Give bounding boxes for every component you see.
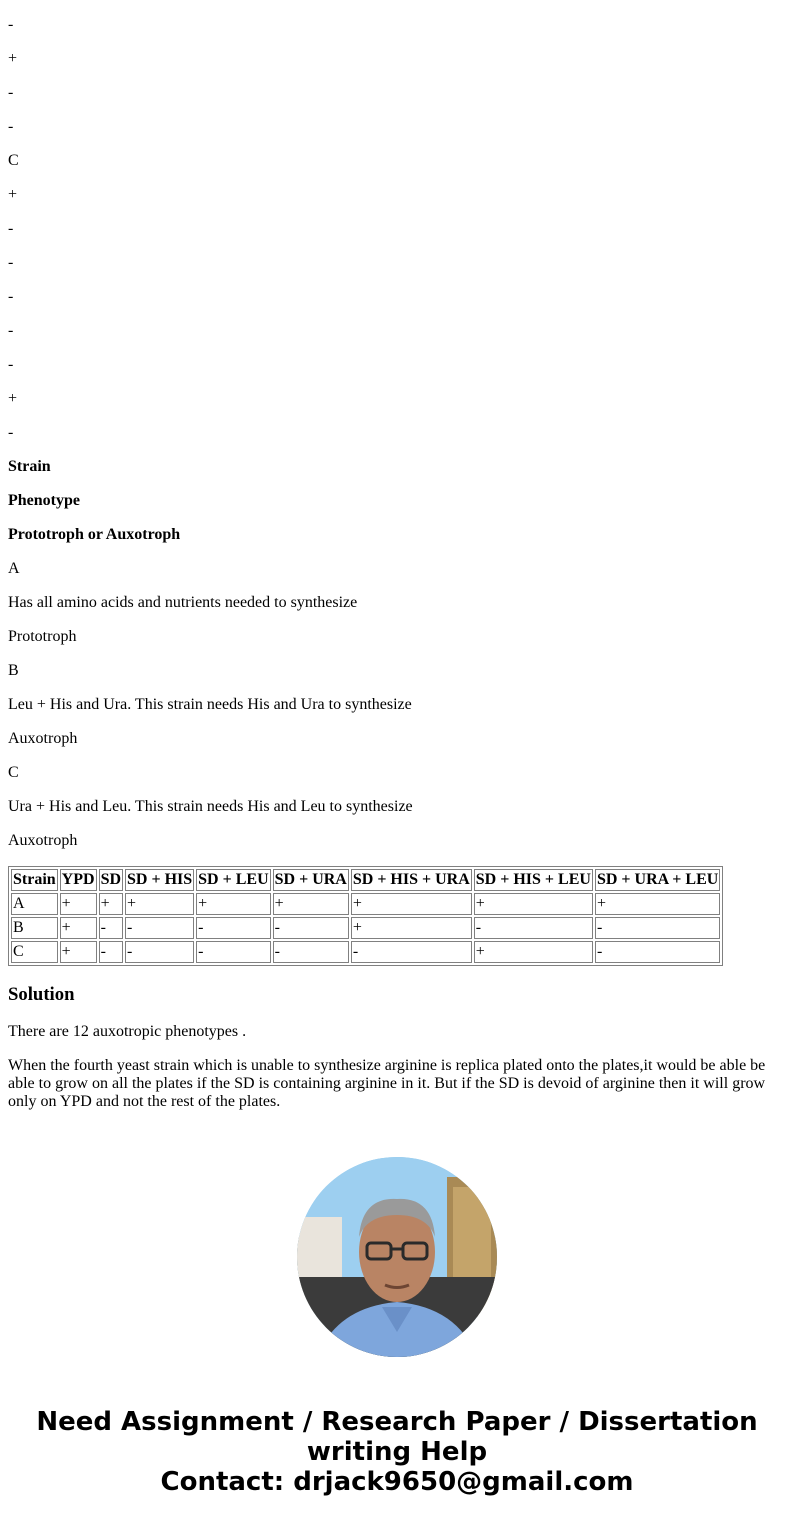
table-cell: +	[474, 893, 593, 915]
solution-paragraph: There are 12 auxotropic phenotypes .	[8, 1023, 247, 1040]
column-header: SD + URA + LEU	[595, 869, 720, 891]
table-cell: +	[99, 893, 123, 915]
author-photo-container	[8, 1157, 786, 1357]
text-line: C	[8, 152, 19, 169]
type-text: Auxotroph	[8, 832, 78, 849]
footer-banner	[8, 1407, 786, 1497]
text-line: -	[8, 118, 14, 135]
footer-line: Need Assignment / Research Paper / Dissertation writing Help	[36, 1407, 758, 1467]
text-line: -	[8, 84, 14, 101]
table-cell: -	[273, 941, 349, 963]
text-line: -	[8, 356, 14, 373]
text-line: -	[8, 322, 14, 339]
text-line: +	[8, 50, 18, 67]
table-cell: -	[125, 917, 194, 939]
text-line: +	[8, 186, 18, 203]
table-cell: -	[196, 941, 270, 963]
table-row	[11, 917, 720, 939]
type-text: Prototroph	[8, 628, 77, 645]
table-cell: B	[11, 917, 58, 939]
table-cell: C	[11, 941, 58, 963]
table-cell: A	[11, 893, 58, 915]
table-cell: +	[351, 917, 472, 939]
table-cell: -	[595, 941, 720, 963]
table-cell: +	[125, 893, 194, 915]
phenotype-text: Ura + His and Leu. This strain needs His and Leu to synthesize	[8, 798, 413, 815]
solution-paragraph: When the fourth yeast strain which is unable to synthesize arginine is replica plated onto the plates,it would be able be able to grow on all the plates if the SD is containing arginine in it. But if the SD is devoid of arginine then it will grow only on YPD and not the rest of the plates.	[8, 1057, 766, 1110]
text-line: +	[8, 390, 18, 407]
strain-label: A	[8, 560, 20, 577]
text-line: -	[8, 254, 14, 271]
table-cell: +	[595, 893, 720, 915]
header-strain: Strain	[8, 458, 51, 475]
header-phenotype: Phenotype	[8, 492, 80, 509]
text-line: -	[8, 424, 14, 441]
column-header: YPD	[60, 869, 97, 891]
phenotype-text: Leu + His and Ura. This strain needs His and Ura to synthesize	[8, 696, 412, 713]
table-cell: -	[196, 917, 270, 939]
text-line: -	[8, 16, 14, 33]
strain-label: B	[8, 662, 19, 679]
column-header: SD + HIS	[125, 869, 194, 891]
table-cell: -	[595, 917, 720, 939]
phenotype-text: Has all amino acids and nutrients needed to synthesize	[8, 594, 358, 611]
column-header: SD + URA	[273, 869, 349, 891]
growth-table	[8, 866, 723, 966]
table-cell: -	[351, 941, 472, 963]
column-header: SD + HIS + URA	[351, 869, 472, 891]
column-header: SD + HIS + LEU	[474, 869, 593, 891]
author-photo	[297, 1157, 497, 1357]
table-cell: +	[60, 893, 97, 915]
table-cell: +	[60, 917, 97, 939]
solution-heading: Solution	[8, 984, 75, 1005]
table-cell: -	[125, 941, 194, 963]
document-page	[0, 16, 794, 1497]
text-line: -	[8, 288, 14, 305]
table-cell: -	[99, 941, 123, 963]
table-cell: +	[273, 893, 349, 915]
column-header: SD	[99, 869, 123, 891]
column-header: Strain	[11, 869, 58, 891]
sign-list	[8, 16, 786, 442]
header-type: Prototroph or Auxotroph	[8, 526, 181, 543]
strain-label: C	[8, 764, 19, 781]
table-cell: +	[60, 941, 97, 963]
portrait-illustration	[297, 1157, 497, 1357]
phenotype-section	[8, 458, 786, 850]
table-cell: -	[474, 917, 593, 939]
contact-line: Contact: drjack9650@gmail.com	[160, 1467, 634, 1497]
text-line: -	[8, 220, 14, 237]
table-cell: +	[196, 893, 270, 915]
type-text: Auxotroph	[8, 730, 78, 747]
table-cell: +	[474, 941, 593, 963]
table-cell: -	[99, 917, 123, 939]
table-cell: -	[273, 917, 349, 939]
table-cell: +	[351, 893, 472, 915]
column-header: SD + LEU	[196, 869, 270, 891]
table-row	[11, 893, 720, 915]
table-header-row	[11, 869, 720, 891]
table-row	[11, 941, 720, 963]
